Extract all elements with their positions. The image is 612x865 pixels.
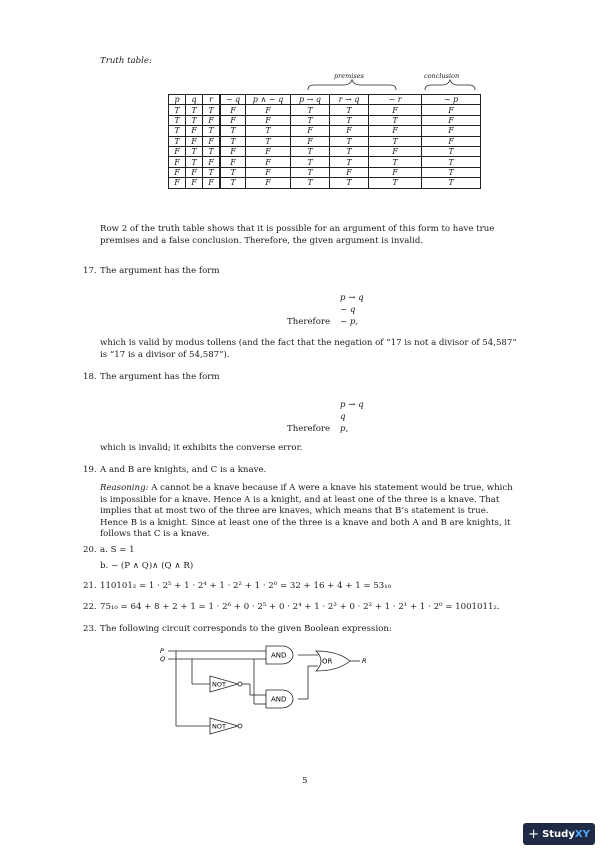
not-gate-2-label: NOT	[212, 722, 226, 731]
header-cell: p → q	[291, 95, 330, 105]
premises-label: premises	[334, 72, 364, 80]
problem-17-number: 17.	[83, 266, 97, 276]
table-cell: T	[203, 126, 221, 136]
conclusion-brace	[425, 80, 475, 90]
output-label-r: R	[362, 657, 367, 665]
problem-20-part-b: b. ~ (P ∧ Q)∧ (Q ∧ R)	[100, 561, 194, 571]
table-cell: T	[169, 115, 186, 125]
table-cell: T	[422, 167, 481, 177]
table-cell: T	[330, 157, 369, 167]
table-cell: F	[369, 146, 422, 156]
problem-18-intro: The argument has the form	[100, 372, 220, 382]
table-cell: F	[246, 115, 291, 125]
table-cell: T	[186, 105, 203, 115]
table-cell: T	[203, 146, 221, 156]
table-cell: T	[291, 178, 330, 188]
table-cell: T	[330, 178, 369, 188]
table-cell: F	[203, 115, 221, 125]
logo-brand-accent: XY	[574, 828, 590, 840]
table-row	[169, 178, 481, 188]
table-cell: F	[422, 126, 481, 136]
p18-premise-2: q	[340, 412, 346, 422]
table-row	[169, 105, 481, 115]
table-cell: T	[330, 115, 369, 125]
not-gate-2-bubble	[238, 724, 242, 728]
table-cell: T	[291, 115, 330, 125]
problem-19-answer: A and B are knights, and C is a knave.	[100, 465, 267, 475]
table-cell: F	[186, 167, 203, 177]
problem-20-number: 20.	[83, 545, 97, 555]
table-cell: T	[186, 157, 203, 167]
table-row	[169, 126, 481, 136]
table-cell: T	[291, 146, 330, 156]
table-cell: F	[220, 115, 246, 125]
table-cell: T	[291, 167, 330, 177]
table-row	[169, 115, 481, 125]
table-cell: F	[169, 178, 186, 188]
table-cell: T	[330, 105, 369, 115]
table-cell: F	[169, 157, 186, 167]
and-gate-1-label: AND	[271, 651, 287, 660]
table-cell: T	[422, 146, 481, 156]
header-cell: ~ q	[220, 95, 246, 105]
table-cell: T	[186, 115, 203, 125]
truth-table-label: Truth table:	[100, 56, 152, 66]
table-cell: F	[246, 105, 291, 115]
table-cell: T	[220, 167, 246, 177]
logic-circuit	[150, 642, 380, 744]
table-cell: F	[422, 115, 481, 125]
problem-21-number: 21.	[83, 581, 97, 591]
table-cell: T	[220, 126, 246, 136]
table-cell: T	[246, 136, 291, 146]
table-cell: F	[330, 126, 369, 136]
table-cell: F	[203, 136, 221, 146]
table-header-row	[169, 95, 481, 105]
table-cell: T	[203, 105, 221, 115]
table-cell: F	[291, 126, 330, 136]
table-cell: F	[369, 167, 422, 177]
table-cell: F	[186, 178, 203, 188]
table-cell: T	[169, 136, 186, 146]
table-cell: T	[220, 136, 246, 146]
table-cell: F	[220, 146, 246, 156]
problem-18-number: 18.	[83, 372, 97, 382]
table-cell: F	[369, 105, 422, 115]
table-cell: F	[203, 178, 221, 188]
table-cell: F	[220, 157, 246, 167]
problem-23-number: 23.	[83, 624, 97, 634]
p18-conclusion: p,	[340, 424, 349, 434]
p17-therefore: Therefore	[287, 317, 331, 327]
table-cell: F	[246, 146, 291, 156]
table-cell: F	[186, 136, 203, 146]
header-cell: q	[186, 95, 203, 105]
table-cell: T	[330, 146, 369, 156]
table-cell: T	[369, 136, 422, 146]
table-cell: T	[422, 178, 481, 188]
table-cell: T	[203, 167, 221, 177]
truth-table	[168, 94, 481, 189]
input-label-p: P	[160, 647, 164, 655]
p17-conclusion: ~ p,	[340, 317, 359, 327]
header-cell: ~ p	[422, 95, 481, 105]
table-cell: T	[220, 178, 246, 188]
and-gate-2-label: AND	[271, 695, 287, 704]
table-cell: F	[246, 157, 291, 167]
table-cell: F	[169, 167, 186, 177]
header-cell: p	[169, 95, 186, 105]
table-row	[169, 146, 481, 156]
reasoning-label: Reasoning:	[100, 483, 149, 493]
plus-icon: +	[528, 826, 540, 842]
table-cell: F	[203, 157, 221, 167]
problem-23-text: The following circuit corresponds to the given Boolean expression:	[100, 624, 392, 634]
table-cell: F	[422, 105, 481, 115]
header-cell: p ∧ ~ q	[246, 95, 291, 105]
table-cell: T	[369, 178, 422, 188]
table-cell: F	[186, 126, 203, 136]
table-cell: T	[369, 157, 422, 167]
table-cell: T	[169, 126, 186, 136]
table-cell: T	[369, 115, 422, 125]
header-cell: r	[203, 95, 221, 105]
table-cell: F	[220, 105, 246, 115]
table-cell: F	[291, 136, 330, 146]
table-row	[169, 136, 481, 146]
p17-premise-2: ~ q	[340, 305, 356, 315]
table-cell: T	[422, 157, 481, 167]
problem-19-number: 19.	[83, 465, 97, 475]
reasoning-text: A cannot be a knave because if A were a knave his statement would be true, which is impossible for a knave. Hence A is a knight, and at least one of the three is a knave. That implies that at most two of the three are knaves, which means that B’s statement is true. Hence B is a knight. Since at least one of the three is a knave and both A and B are knights, it follows that C is a knave.	[100, 483, 513, 540]
table-cell: F	[169, 146, 186, 156]
table-cell: T	[291, 157, 330, 167]
or-gate-label: OR	[322, 657, 333, 666]
problem-18-outro: which is invalid; it exhibits the converse error.	[100, 443, 303, 453]
premises-brace	[308, 80, 396, 90]
table-cell: F	[246, 178, 291, 188]
table-cell: F	[330, 167, 369, 177]
logo-brand: Study	[542, 828, 575, 840]
problem-22-number: 22.	[83, 602, 97, 612]
problem-21-text: 110101₂ = 1 · 2⁵ + 1 · 2⁴ + 1 · 2² + 1 · 2⁰ = 32 + 16 + 4 + 1 = 53₁₀	[100, 581, 392, 591]
problem-19-reasoning	[100, 483, 518, 541]
table-cell: F	[246, 167, 291, 177]
p18-therefore: Therefore	[287, 424, 331, 434]
table-row	[169, 157, 481, 167]
studyxy-logo	[523, 823, 595, 845]
header-cell: r → q	[330, 95, 369, 105]
not-gate-1-label: NOT	[212, 680, 226, 689]
problem-17-outro: which is valid by modus tollens (and the fact that the negation of “17 is not a divisor of 54,587” is “17 is a divisor of 54,587”).	[100, 338, 517, 360]
problem-22-text: 75₁₀ = 64 + 8 + 2 + 1 = 1 · 2⁶ + 0 · 2⁵ + 0 · 2⁴ + 1 · 2³ + 0 · 2² + 1 · 2¹ + 1 · 2⁰ = 1001011₂.	[100, 602, 500, 612]
p18-premise-1: p → q	[340, 400, 364, 410]
problem-17-intro: The argument has the form	[100, 266, 220, 276]
table-cell: T	[291, 105, 330, 115]
table-cell: F	[422, 136, 481, 146]
problem-20-part-a: a. S = 1	[100, 545, 135, 555]
input-label-q: Q	[160, 655, 166, 663]
not-gate-1-bubble	[238, 682, 242, 686]
p17-premise-1: p → q	[340, 293, 364, 303]
header-cell: ~ r	[369, 95, 422, 105]
table-row	[169, 167, 481, 177]
page-number: 5	[302, 776, 308, 786]
row2-note: Row 2 of the truth table shows that it is possible for an argument of this form to have true premises and a false conclusion. Therefore, the given argument is invalid.	[100, 224, 495, 246]
table-cell: T	[330, 136, 369, 146]
conclusion-label: conclusion	[424, 72, 460, 80]
table-cell: T	[246, 126, 291, 136]
table-cell: F	[369, 126, 422, 136]
table-cell: T	[169, 105, 186, 115]
table-cell: T	[186, 146, 203, 156]
